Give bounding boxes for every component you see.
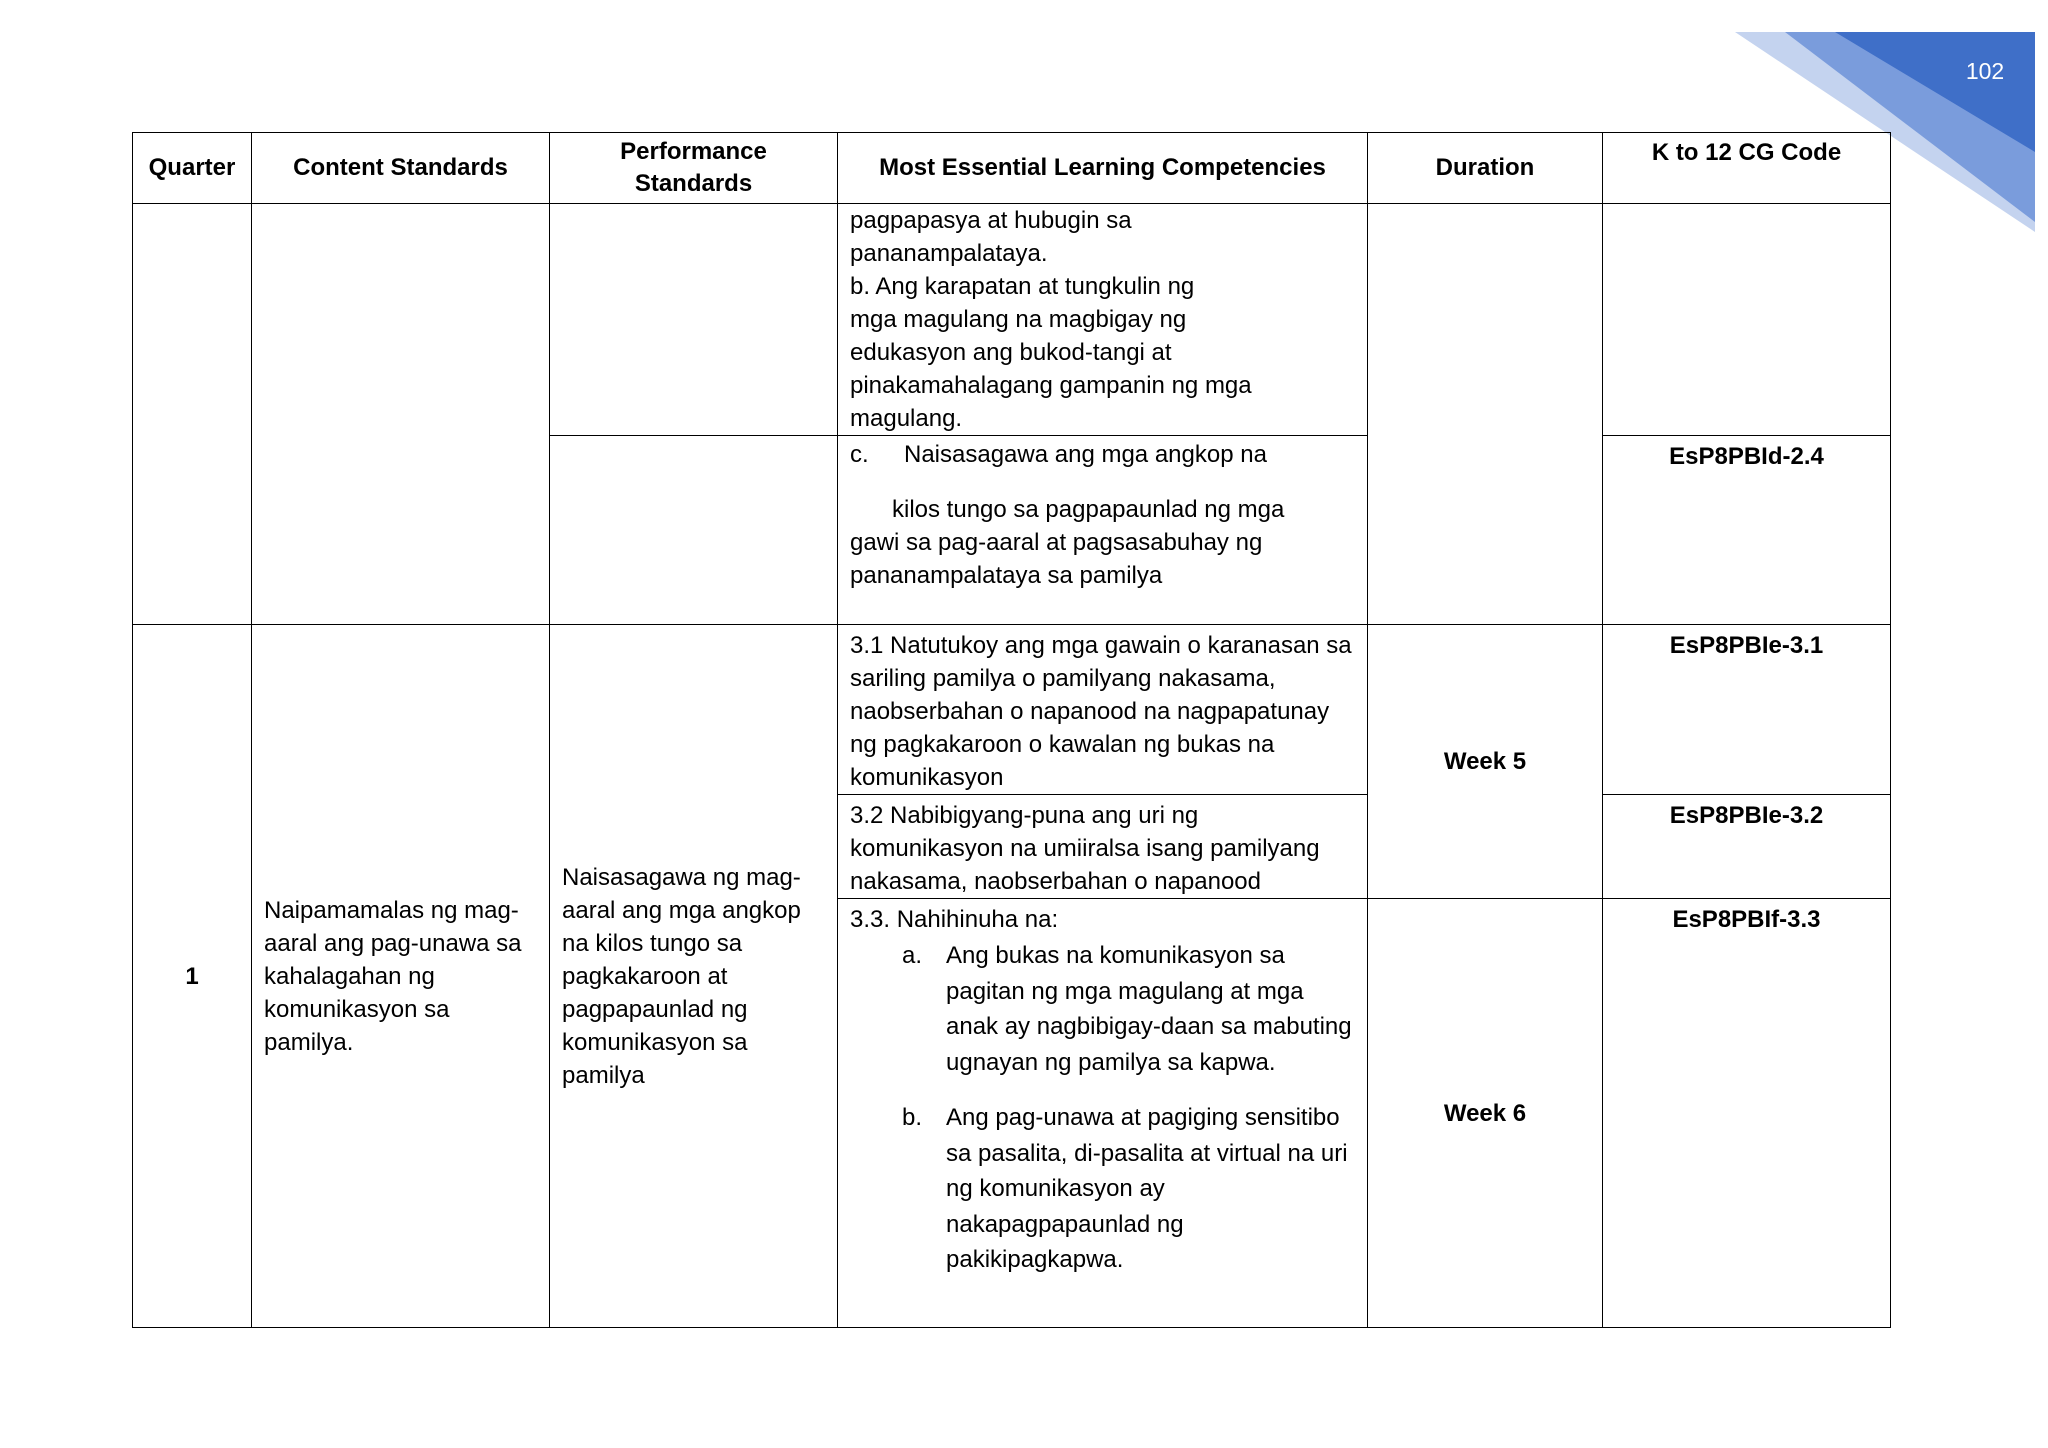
melc-line: edukasyon ang bukod-tangi at: [850, 339, 1172, 366]
melc-line: kilos tungo sa pagpapaunlad ng mga: [892, 496, 1285, 523]
melc-item-c-rest: [850, 493, 1355, 592]
duration-cell-empty: [1368, 204, 1603, 625]
melc-3-3: [838, 899, 1368, 1328]
melc-table: [132, 132, 1891, 1328]
list-item: [902, 938, 1355, 1080]
melc-cell-item-c: [838, 436, 1368, 625]
header-melc: Most Essential Learning Competencies: [838, 133, 1368, 204]
melc-line: magulang.: [850, 405, 963, 432]
melc-item-c: [850, 436, 1355, 471]
header-performance-standards: Performance Standards: [550, 133, 838, 204]
melc-3-2: 3.2 Nabibigyang-puna ang uri ng komunikasyon na umiiralsa isang pamilyang nakasama, naobserbahan o napanood: [838, 795, 1368, 899]
melc-line: b. Ang karapatan at tungkulin ng: [850, 273, 1195, 300]
performance-cell-empty: [550, 204, 838, 436]
cg-code: EsP8PBIf-3.3: [1603, 899, 1891, 1328]
duration-week-5: Week 5: [1368, 625, 1603, 899]
list-text: Ang bukas na komunikasyon sa pagitan ng mga magulang at mga anak ay nagbibigay-daan sa mabuting ugnayan ng pamilya sa kapwa.: [946, 942, 1352, 1076]
melc-line: pananampalataya sa pamilya: [850, 562, 1163, 589]
header-cg-code: K to 12 CG Code: [1603, 133, 1891, 204]
item-marker: c.: [850, 441, 869, 468]
melc-line: pagpapasya at hubugin sa: [850, 207, 1132, 234]
melc-line: pinakamahalagang gampanin ng mga: [850, 372, 1252, 399]
list-item: [902, 1100, 1355, 1278]
list-text: Ang pag-unawa at pagiging sensitibo sa pasalita, di-pasalita at virtual na uri ng komunikasyon ay nakapagpapaunlad ng pakikipagkapwa.: [946, 1104, 1348, 1273]
header-row: [133, 133, 1891, 204]
melc-cell-continuation: [838, 204, 1368, 436]
melc-line: gawi sa pag-aaral at pagsasabuhay ng: [850, 529, 1263, 556]
cg-code: EsP8PBIe-3.2: [1603, 795, 1891, 899]
cg-code: EsP8PBId-2.4: [1603, 436, 1891, 625]
content-cell-empty: [252, 204, 550, 625]
list-letter: b.: [902, 1104, 923, 1131]
melc-3-3-list: [902, 938, 1355, 1278]
duration-week-6: Week 6: [1368, 899, 1603, 1328]
melc-line: mga magulang na magbigay ng: [850, 306, 1187, 333]
performance-cell-empty: [550, 436, 838, 625]
table-row: [133, 204, 1891, 436]
melc-item-c-first-line: Naisasagawa ang mga angkop na: [904, 441, 1267, 468]
content-standard: Naipamamalas ng mag-aaral ang pag-unawa sa kahalagahan ng komunikasyon sa pamilya.: [252, 625, 550, 1328]
cg-code: EsP8PBIe-3.1: [1603, 625, 1891, 795]
melc-3-1: 3.1 Natutukoy ang mga gawain o karanasan sa sariling pamilya o pamilyang nakasama, naobserbahan o napanood na nagpapatunay ng pagkakaroon o kawalan ng bukas na komunikasyon: [838, 625, 1368, 795]
quarter-value: 1: [133, 625, 252, 1328]
performance-standard: Naisasagawa ng mag-aaral ang mga angkop na kilos tungo sa pagkakaroon at pagpapaunlad ng komunikasyon sa pamilya: [550, 625, 838, 1328]
header-content-standards: Content Standards: [252, 133, 550, 204]
page-number: 102: [1965, 58, 2005, 84]
melc-3-3-intro: 3.3. Nahihinuha na:: [850, 906, 1059, 933]
melc-line: pananampalataya.: [850, 240, 1048, 267]
table-row: [133, 625, 1891, 795]
list-letter: a.: [902, 942, 923, 969]
header-quarter: Quarter: [133, 133, 252, 204]
code-cell-empty: [1603, 204, 1891, 436]
quarter-cell-empty: [133, 204, 252, 625]
header-duration: Duration: [1368, 133, 1603, 204]
